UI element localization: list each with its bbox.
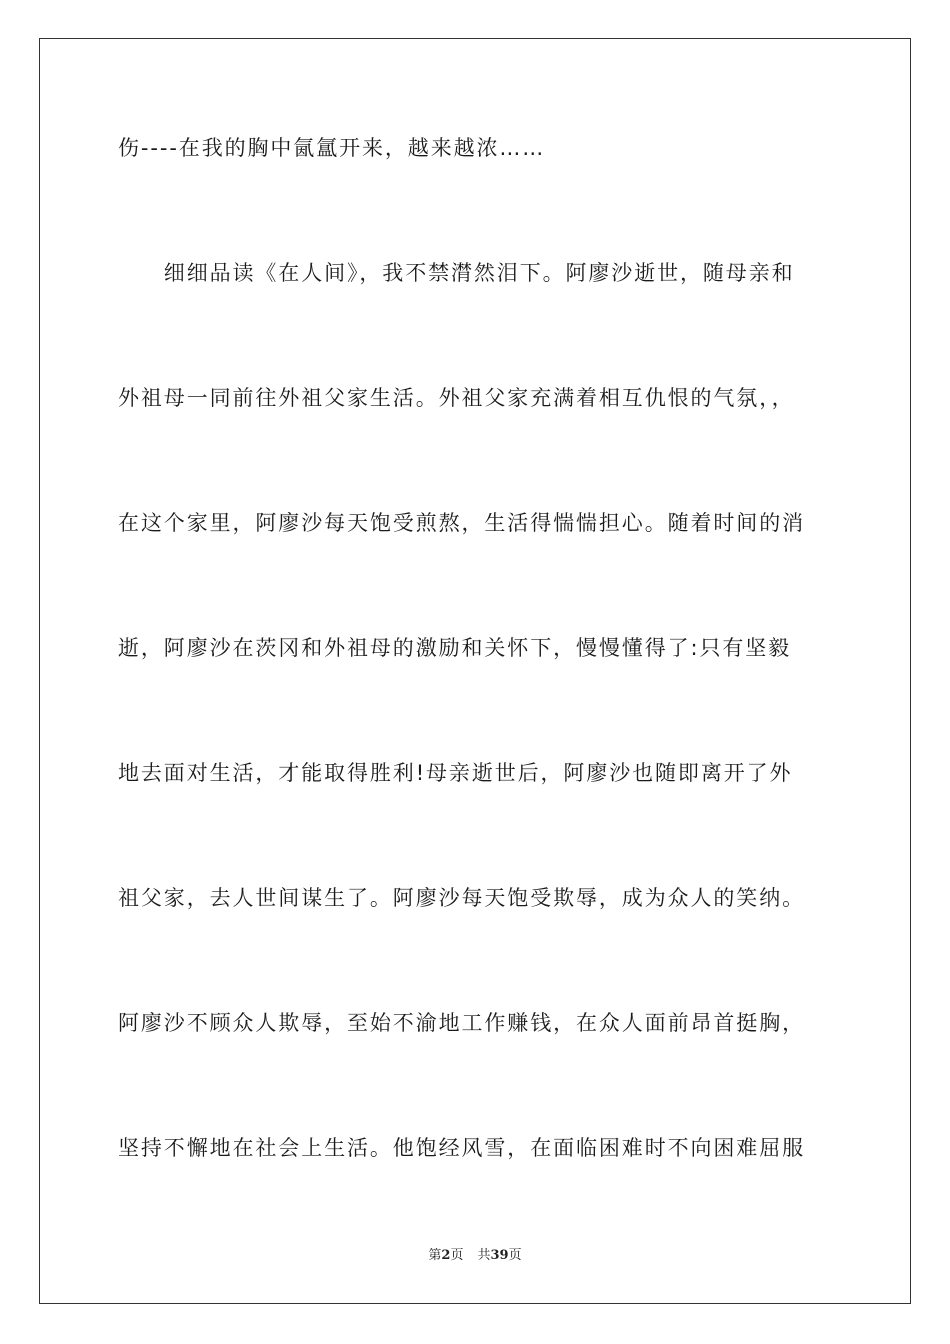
total-suffix: 页 [508, 1248, 522, 1263]
body-line-9: 坚持不懈地在社会上生活。他饱经风雪，在面临困难时不向困难屈服 [118, 1136, 805, 1160]
total-pages: 39 [490, 1248, 509, 1263]
page-prefix: 第 [428, 1248, 442, 1263]
body-line-6: 地去面对生活，才能取得胜利!母亲逝世后，阿廖沙也随即离开了外 [118, 761, 793, 785]
page-number: 2 [441, 1248, 451, 1263]
body-line-5: 逝，阿廖沙在茨冈和外祖母的激励和关怀下，慢慢懂得了:只有坚毅 [118, 636, 792, 660]
body-line-8: 阿廖沙不顾众人欺辱，至始不渝地工作赚钱，在众人面前昂首挺胸， [118, 1011, 805, 1035]
total-prefix: 共 [477, 1248, 491, 1263]
page-suffix: 页 [450, 1248, 464, 1263]
body-line-4: 在这个家里，阿廖沙每天饱受煎熬，生活得惴惴担心。随着时间的消 [118, 511, 805, 535]
body-line-1: 伤----在我的胸中氤氲开来，越来越浓…… [118, 136, 546, 160]
body-line-2: 细细品读《在人间》，我不禁潸然泪下。阿廖沙逝世，随母亲和 [118, 261, 795, 285]
page-footer [0, 1247, 950, 1265]
body-line-3: 外祖母一同前往外祖父家生活。外祖父家充满着相互仇恨的气氛，， [118, 386, 795, 410]
body-line-7: 祖父家，去人世间谋生了。阿廖沙每天饱受欺辱，成为众人的笑纳。 [118, 886, 805, 910]
page-frame [39, 38, 911, 1304]
